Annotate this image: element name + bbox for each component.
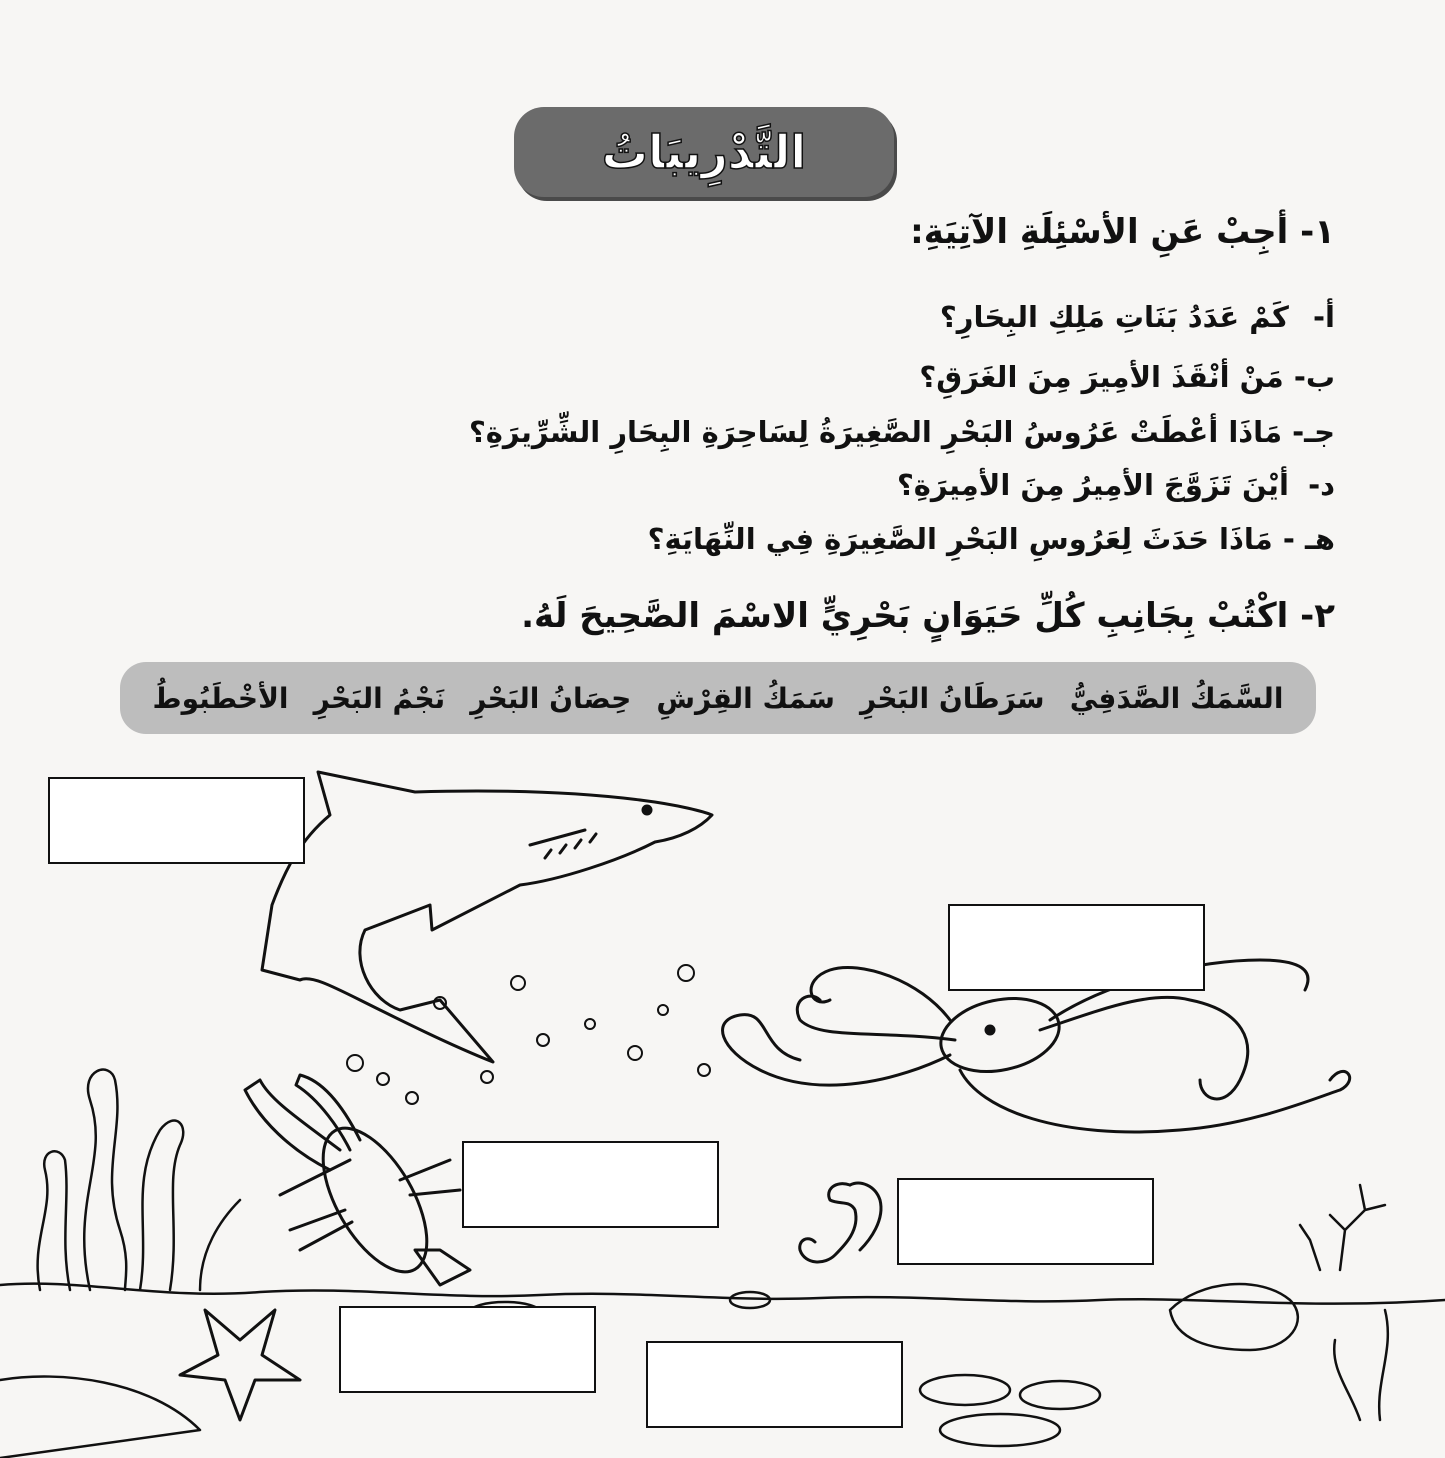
seahorse-drawing xyxy=(800,1183,881,1262)
starfish-drawing xyxy=(180,1310,300,1420)
word-bank-item: سَرَطَانُ البَحْرِ xyxy=(859,681,1045,715)
shark-drawing xyxy=(262,772,712,1062)
question-letter: هـ - xyxy=(1282,522,1335,556)
word-bank-item: السَّمَكُ الصَّدَفِيُّ xyxy=(1069,681,1284,715)
exercise1-heading: ١- أجِبْ عَنِ الأسْئِلَةِ الآتِيَةِ: xyxy=(910,212,1335,252)
question-letter: ب- xyxy=(1293,360,1335,394)
question-text: مَنْ أنْقَذَ الأمِيرَ مِنَ الغَرَقِ؟ xyxy=(919,360,1284,394)
exercise2-heading: ٢- اكْتُبْ بِجَانِبِ كُلِّ حَيَوَانٍ بَحْرِيٍّ الاسْمَ الصَّحِيحَ لَهُ. xyxy=(521,596,1335,636)
answer-box-seahorse[interactable] xyxy=(897,1178,1154,1265)
word-bank-item: سَمَكُ القِرْشِ xyxy=(656,681,835,715)
question-text: مَاذَا أعْطَتْ عَرُوسُ البَحْرِ الصَّغِيرَةُ لِسَاحِرَةِ البِحَارِ الشِّرِّيرَةِ؟ xyxy=(468,415,1283,449)
answer-box-bottom[interactable] xyxy=(646,1341,903,1428)
question-letter: د- xyxy=(1308,468,1335,502)
question-text: كَمْ عَدَدُ بَنَاتِ مَلِكِ البِحَارِ؟ xyxy=(939,300,1289,334)
question-letter: جـ- xyxy=(1292,415,1335,449)
exercises-title-text: التَّدْرِيبَاتُ xyxy=(601,125,807,179)
question-letter: أ- xyxy=(1313,300,1335,334)
lobster-drawing xyxy=(245,1075,470,1288)
answer-box-starfish[interactable] xyxy=(339,1306,596,1393)
question-text: مَاذَا حَدَثَ لِعَرُوسِ البَحْرِ الصَّغِيرَةِ فِي النِّهَايَةِ؟ xyxy=(647,522,1273,556)
word-bank-item: نَجْمُ البَحْرِ xyxy=(313,681,446,715)
word-bank-item: الأخْطَبُوطُ xyxy=(152,681,289,715)
answer-box-shark[interactable] xyxy=(48,777,305,864)
bubbles xyxy=(347,965,710,1104)
answer-box-lobster[interactable] xyxy=(462,1141,719,1228)
answer-box-octopus[interactable] xyxy=(948,904,1205,991)
word-bank-item: حِصَانُ البَحْرِ xyxy=(470,681,632,715)
seaweed-left xyxy=(38,1070,240,1290)
question-text: أيْنَ تَزَوَّجَ الأمِيرُ مِنَ الأمِيرَةِ؟ xyxy=(896,468,1289,502)
seabed-line xyxy=(0,1284,1445,1304)
